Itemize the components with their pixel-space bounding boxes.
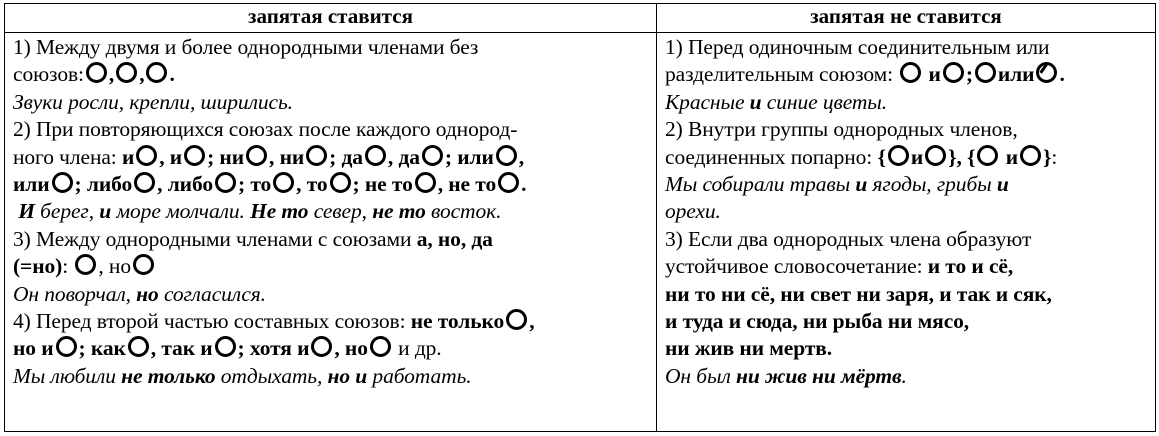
text: Мы собирали травы — [665, 172, 856, 197]
text: Красные — [665, 89, 750, 114]
left-rule-2-line-3 — [13, 171, 650, 198]
right-rule-2-line-1: 2) Внутри группы однородных членов, — [665, 117, 1018, 142]
text: ного члена: — [13, 144, 117, 169]
circle-icon — [246, 145, 267, 166]
text: не только — [121, 363, 216, 388]
text: , то — [296, 172, 328, 197]
text: работать. — [367, 363, 472, 388]
right-rule-1-line-2 — [665, 61, 1149, 88]
text: , — [108, 62, 115, 87]
text: , и — [159, 144, 183, 169]
text: } — [1043, 144, 1052, 169]
text: союзов: — [13, 62, 84, 87]
left-rule-4-line-1 — [13, 308, 650, 335]
text: море молчали. — [111, 199, 251, 224]
text: и — [749, 89, 762, 114]
text: ; либо — [74, 172, 133, 197]
circle-icon — [370, 336, 391, 357]
table-header-row — [5, 4, 1156, 33]
circle-icon — [184, 145, 205, 166]
text: или — [997, 62, 1035, 87]
text: восток. — [425, 199, 502, 224]
right-rule-3-example — [665, 363, 1149, 390]
text: Он был — [665, 363, 736, 388]
circle-icon — [977, 145, 998, 166]
left-rule-3-line-1 — [13, 226, 650, 253]
text: . — [169, 62, 175, 87]
text: (=но) — [13, 254, 63, 279]
text: ; хотя и — [237, 336, 310, 361]
text: , ни — [269, 144, 305, 169]
text: , — [529, 309, 535, 334]
left-rule-2-line-2 — [13, 144, 650, 171]
text: . — [901, 363, 907, 388]
text: И — [18, 199, 35, 224]
right-rule-3-line-2 — [665, 253, 1149, 280]
left-rule-4-line-2 — [13, 335, 650, 362]
text: или — [13, 172, 50, 197]
text: и — [99, 199, 112, 224]
circle-icon — [975, 62, 996, 83]
right-column — [657, 33, 1156, 432]
text: { — [877, 144, 886, 169]
text: но — [136, 281, 159, 306]
text: , так и — [150, 336, 213, 361]
right-rule-3-line-3: ни то ни сё, ни свет ни заря, и так и сяк, — [665, 281, 1052, 306]
header-comma-used: запятая ставится — [5, 4, 657, 33]
text: ; или — [444, 144, 494, 169]
text: Не то — [250, 199, 309, 224]
circle-icon — [330, 172, 351, 193]
circle-icon — [52, 172, 73, 193]
text: и — [1000, 144, 1018, 169]
text: 4) Перед второй частью составных союзов: — [13, 309, 411, 334]
circle-icon — [215, 336, 236, 357]
text: и др. — [392, 336, 442, 361]
left-rule-2-example — [13, 198, 650, 225]
circle-icon — [900, 62, 921, 83]
left-column — [5, 33, 657, 432]
left-rule-1-line-1: 1) Между двумя и более однородными членами без — [13, 35, 479, 59]
text: , не то — [437, 172, 497, 197]
text: согласился. — [158, 281, 266, 306]
circle-icon — [133, 254, 154, 275]
circle-icon — [75, 254, 96, 275]
text: . — [1059, 62, 1065, 87]
text: и — [923, 62, 941, 87]
text: ; да — [329, 144, 363, 169]
text: синие цветы. — [761, 89, 888, 114]
circle-icon — [134, 172, 155, 193]
right-rule-2-example-line-1 — [665, 171, 1149, 198]
text: и — [855, 172, 868, 197]
circle-icon — [215, 172, 236, 193]
circle-icon — [496, 145, 517, 166]
text: ; ни — [207, 144, 245, 169]
text: : — [62, 254, 69, 279]
text: ; не то — [352, 172, 413, 197]
left-rule-1-example: Звуки росли, крепли, ширились. — [13, 89, 293, 114]
header-comma-not-used: запятая не ставится — [657, 4, 1156, 33]
circle-icon — [415, 172, 436, 193]
table-body-row — [5, 33, 1156, 432]
left-rule-1-line-2 — [13, 61, 650, 88]
text: разделительным союзом: — [665, 62, 899, 87]
left-rule-2-line-1: 2) При повторяющихся союзах после каждого однород- — [13, 117, 518, 142]
text: }, { — [948, 144, 976, 169]
text: не то — [372, 199, 426, 224]
circle-icon — [888, 145, 909, 166]
right-rule-1-example — [665, 89, 1149, 116]
text: , либо — [157, 172, 213, 197]
right-rule-2-example-line-2: орехи. — [665, 199, 721, 224]
circle-icon — [506, 309, 527, 330]
text: устойчивое словосочетание: — [665, 254, 928, 279]
text: : — [1051, 144, 1058, 169]
comma-rules-table — [4, 3, 1156, 432]
right-rule-2-line-2 — [665, 144, 1149, 171]
circle-icon — [1020, 145, 1041, 166]
text: берег, — [34, 199, 100, 224]
circle-icon — [311, 336, 332, 357]
right-rule-3-line-5: ни жив ни мертв. — [665, 336, 833, 361]
left-rule-3-line-2 — [13, 253, 650, 280]
right-rule-3-line-1: 3) Если два однородных члена образуют — [665, 226, 1032, 251]
text: ; то — [237, 172, 272, 197]
text: но и — [327, 363, 368, 388]
circle-icon — [273, 172, 294, 193]
text: и то и сё, — [927, 254, 1014, 279]
text: , но — [334, 336, 368, 361]
text: ; — [965, 62, 973, 87]
text: север, — [308, 199, 373, 224]
text: Мы любили — [13, 363, 122, 388]
right-rule-1-line-1: 1) Перед одиночным соединительным или — [665, 35, 1050, 59]
circle-icon — [86, 62, 107, 83]
circle-slash-icon — [1036, 62, 1057, 83]
circle-icon — [422, 145, 443, 166]
text: Он поворчал, — [13, 281, 137, 306]
circle-icon — [116, 62, 137, 83]
circle-icon — [128, 336, 149, 357]
circle-icon — [925, 145, 946, 166]
circle-icon — [498, 172, 519, 193]
text: , — [518, 144, 525, 169]
text: отдыхать, — [215, 363, 328, 388]
text: , да — [387, 144, 420, 169]
text: . — [521, 172, 527, 197]
right-rule-3-line-4: и туда и сюда, ни рыба ни мясо, — [665, 309, 970, 334]
text: и — [996, 172, 1009, 197]
text: ; как — [78, 336, 126, 361]
text: , — [139, 62, 145, 87]
text: 3) Между однородными членами с союзами — [13, 226, 417, 251]
left-rule-3-example — [13, 281, 650, 308]
text: и — [121, 144, 135, 169]
circle-icon — [136, 145, 157, 166]
text: ягоды, грибы — [867, 172, 997, 197]
circle-icon — [56, 336, 77, 357]
text: не только — [410, 309, 505, 334]
circle-icon — [943, 62, 964, 83]
circle-icon — [365, 145, 386, 166]
text: соединенных попарно: — [665, 144, 878, 169]
circle-icon — [146, 62, 167, 83]
text: ни жив ни мёртв — [736, 363, 902, 388]
text: но и — [13, 336, 54, 361]
text: а, но, да — [416, 226, 493, 251]
text: , но — [98, 254, 131, 279]
left-rule-4-example — [13, 363, 650, 390]
circle-icon — [306, 145, 327, 166]
text: и — [910, 144, 924, 169]
